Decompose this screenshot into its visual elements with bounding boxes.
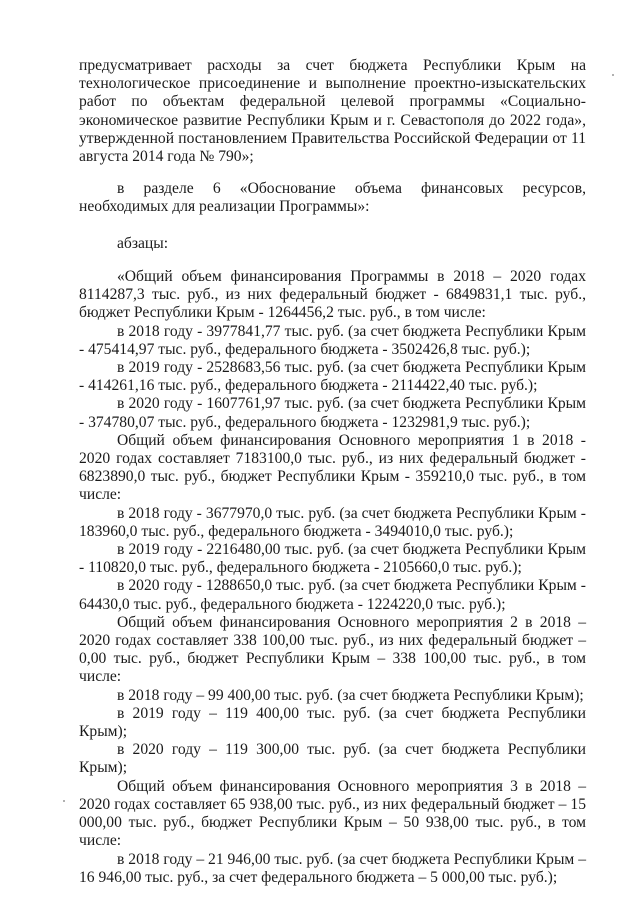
body-paragraph: «Общий объем финансирования Программы в 2018 – 2020 годах 8114287,3 тыс. руб., из них федеральный бюджет - 6849831,1 тыс. руб., бюджет Республики Крым - 1264456,2 тыс. руб., в том числе:	[79, 268, 586, 322]
body-paragraph: Общий объем финансирования Основного мероприятия 3 в 2018 – 2020 годах составляет 65 938,00 тыс. руб., из них федеральный бюджет – 15 000,00 тыс. руб., бюджет Республики Крым – 50 938,00 тыс. руб., в том числе:	[79, 777, 586, 850]
section-reference-paragraph: в разделе 6 «Обоснование объема финансовых ресурсов, необходимых для реализации Программы»:	[79, 180, 586, 216]
body-paragraph: в 2018 году - 3677970,0 тыс. руб. (за счет бюджета Республики Крым - 183960,0 тыс. руб., федерального бюджета - 3494010,0 тыс. руб.);	[79, 504, 586, 540]
section-ref-block	[79, 180, 586, 216]
label-block	[79, 235, 586, 253]
body-paragraph: в 2020 году - 1288650,0 тыс. руб. (за счет бюджета Республики Крым - 64430,0 тыс. руб., федерального бюджета - 1224220,0 тыс. руб.);	[79, 577, 586, 613]
body-paragraph: в 2018 году - 3977841,77 тыс. руб. (за счет бюджета Республики Крым - 475414,97 тыс. руб., федерального бюджета - 3502426,8 тыс. руб.);	[79, 322, 586, 358]
body-paragraph: в 2018 году – 99 400,00 тыс. руб. (за счет бюджета Республики Крым);	[117, 686, 584, 704]
paragraphs-label: абзацы:	[117, 235, 169, 252]
scan-speck	[63, 800, 65, 802]
body-block	[79, 268, 586, 887]
body-paragraph: в 2020 году – 119 300,00 тыс. руб. (за счет бюджета Республики Крым);	[79, 741, 586, 777]
intro-paragraph: предусматривает расходы за счет бюджета Республики Крым на технологическое присоединение и выполнение проектно-изыскательских работ по объектам федеральной целевой программы «Социально-экономическое развитие Республики Крым и г. Севастополя до 2022 года», утвержденной постановлением Правительства Российской Федерации от 11 августа 2014 года № 790»;	[79, 57, 586, 166]
body-paragraph: в 2020 году - 1607761,97 тыс. руб. (за счет бюджета Республики Крым - 374780,07 тыс. руб., федерального бюджета - 1232981,9 тыс. руб.);	[79, 395, 586, 431]
body-paragraph: в 2019 году – 119 400,00 тыс. руб. (за счет бюджета Республики Крым);	[79, 704, 586, 741]
body-paragraph: в 2019 году - 2528683,56 тыс. руб. (за счет бюджета Республики Крым - 414261,16 тыс. руб., федерального бюджета - 2114422,40 тыс. руб.);	[79, 359, 586, 395]
body-paragraph: в 2018 году – 21 946,00 тыс. руб. (за счет бюджета Республики Крым – 16 946,00 тыс. руб., за счет федерального бюджета – 5 000,00 тыс. руб.);	[79, 850, 586, 886]
body-paragraph: в 2019 году - 2216480,00 тыс. руб. (за счет бюджета Республики Крым - 110820,0 тыс. руб., федерального бюджета - 2105660,0 тыс. руб.);	[79, 541, 586, 577]
scan-speck	[612, 74, 614, 76]
body-paragraph: Общий объем финансирования Основного мероприятия 1 в 2018 - 2020 годах составляет 7183100,0 тыс. руб., из них федеральный бюджет - 6823890,0 тыс. руб., бюджет Республики Крым - 359210,0 тыс. руб., в том числе:	[79, 431, 586, 504]
body-paragraph: Общий объем финансирования Основного мероприятия 2 в 2018 – 2020 годах составляет 338 100,00 тыс. руб., из них федеральный бюджет – 0,00 тыс. руб., бюджет Республики Крым – 338 100,00 тыс. руб., в том числе:	[79, 613, 586, 686]
intro-block	[79, 57, 586, 166]
